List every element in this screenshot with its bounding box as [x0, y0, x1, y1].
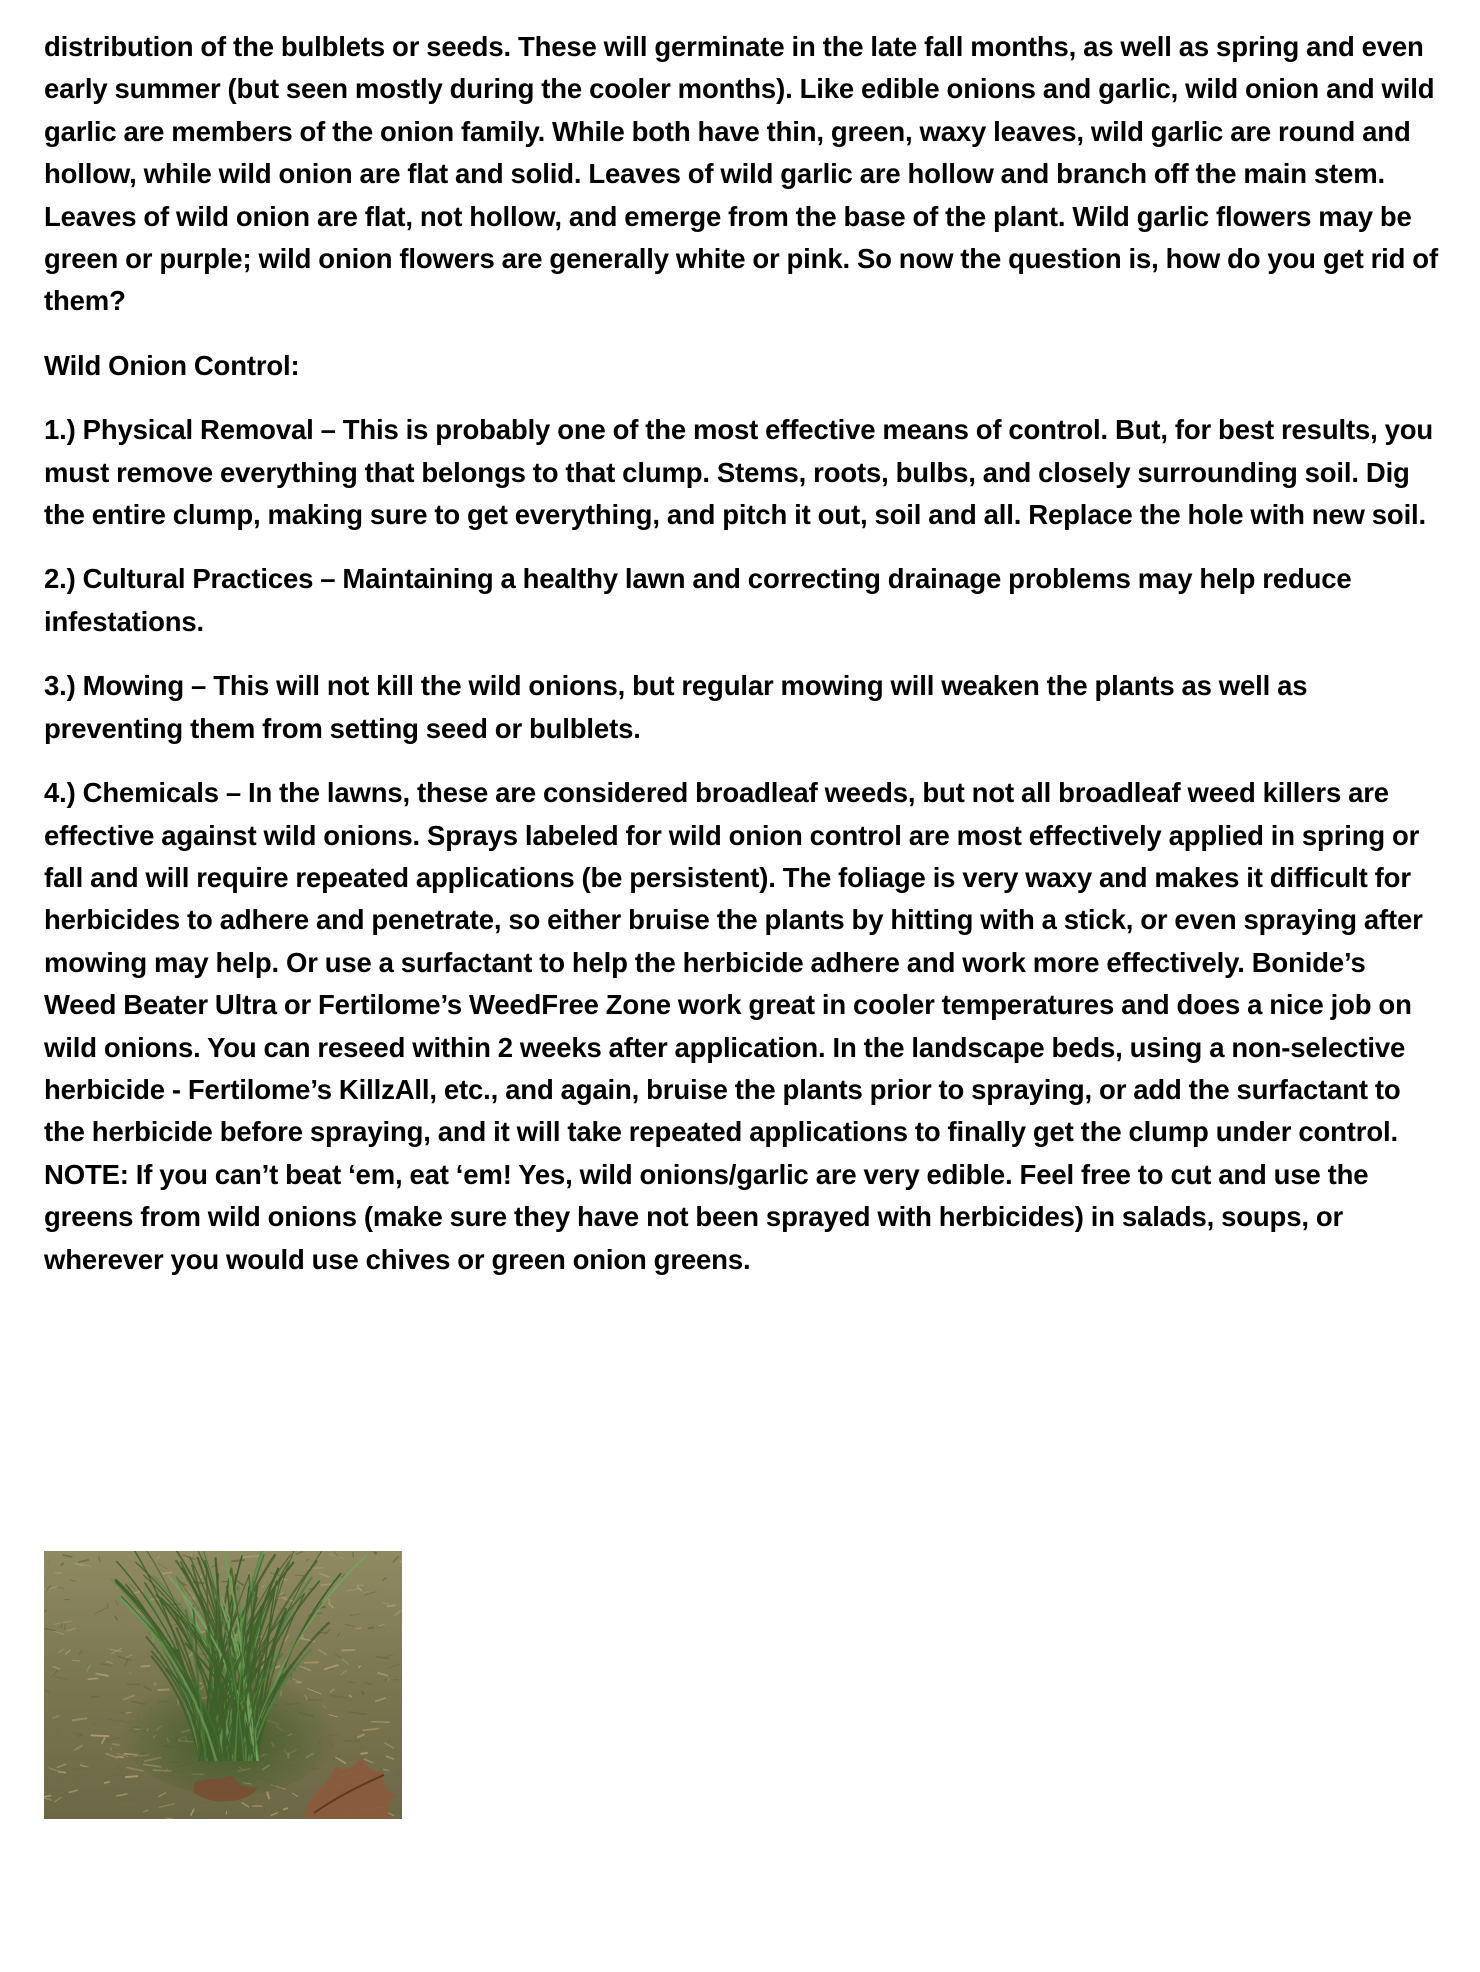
wild-onion-photo: [44, 1551, 402, 1819]
dry-grass-strand: [387, 1812, 402, 1813]
dry-grass-strand: [341, 1650, 355, 1651]
dry-grass-strand: [371, 1722, 390, 1723]
dry-grass-strand: [91, 1735, 109, 1736]
dry-grass-strand: [231, 1560, 244, 1561]
dry-grass-strand: [77, 1735, 82, 1736]
dry-grass-strand: [383, 1769, 389, 1770]
dry-grass-strand: [193, 1817, 203, 1818]
intro-paragraph: distribution of the bulblets or seeds. These will germinate in the late fall months, as well as spring and even early summer (but seen mostly during the cooler months). Like edible onions and garlic, wild onion and wild garlic are members of the onion family. While both have thin, green, waxy leaves, wild garlic are round and hollow, while wild onion are flat and solid. Leaves of wild garlic are hollow and branch off the main stem. Leaves of wild onion are flat, not hollow, and emerge from the base of the plant. Wild garlic flowers may be green or purple; wild onion flowers are generally white or pink. So now the question is, how do you get rid of them?: [44, 31, 1438, 317]
dry-grass-strand: [88, 1678, 99, 1679]
dry-grass-strand: [127, 1684, 140, 1685]
item-cultural-practices: 2.) Cultural Practices – Maintaining a healthy lawn and correcting drainage problems may help reduce infestations.: [44, 563, 1352, 637]
dry-grass-strand: [117, 1757, 124, 1758]
dry-grass-strand: [141, 1666, 151, 1667]
dry-grass-strand: [111, 1747, 112, 1750]
dry-grass-strand: [125, 1776, 138, 1777]
dry-grass-strand: [112, 1744, 120, 1745]
item-mowing: 3.) Mowing – This will not kill the wild onions, but regular mowing will weaken the plants as well as preventing them from setting seed or bulblets.: [44, 670, 1308, 744]
dry-grass-strand: [329, 1599, 330, 1603]
document-body: [44, 26, 1444, 1303]
dry-grass-strand: [104, 1782, 110, 1783]
section-heading: Wild Onion Control:: [44, 349, 300, 381]
item-physical-removal: 1.) Physical Removal – This is probably one of the most effective means of control. But, for best results, you must remove everything that belongs to that clump. Stems, roots, bulbs, and closely surrounding soil. Dig the entire clump, making sure to get everything, and pitch it out, soil and all. Replace the hole with new soil.: [44, 414, 1434, 531]
item-chemicals: 4.) Chemicals – In the lawns, these are considered broadleaf weeds, but not all broadleaf weed killers are effective against wild onions. Sprays labeled for wild onion control are most effectively applied in spring or fall and will require repeated applications (be persistent). The foliage is very waxy and makes it difficult for herbicides to adhere and penetrate, so either bruise the plants by hitting with a stick, or even spraying after mowing may help. Or use a surfactant to help the herbicide adhere and work more effectively. Bonide’s Weed Beater Ultra or Fertilome’s WeedFree Zone work great in cooler temperatures and does a nice job on wild onions. You can reseed within 2 weeks after application. In the landscape beds, using a non-selective herbicide - Fertilome’s KillzAll, etc., and again, bruise the plants prior to spraying, or add the surfactant to the herbicide before spraying, and it will take repeated applications to finally get the clump under control. NOTE: If you can’t beat ‘em, eat ‘em! Yes, wild onions/garlic are very edible. Feel free to cut and use the greens from wild onions (make sure they have not been sprayed with herbicides) in salads, soups, or wherever you would use chives or green onion greens.: [44, 777, 1423, 1275]
dry-grass-strand: [156, 1812, 172, 1813]
dry-grass-strand: [361, 1753, 368, 1754]
wild-onion-clump-image: [44, 1551, 402, 1819]
dry-grass-strand: [368, 1627, 375, 1628]
dry-grass-strand: [191, 1553, 192, 1556]
dry-grass-strand: [58, 1772, 66, 1773]
